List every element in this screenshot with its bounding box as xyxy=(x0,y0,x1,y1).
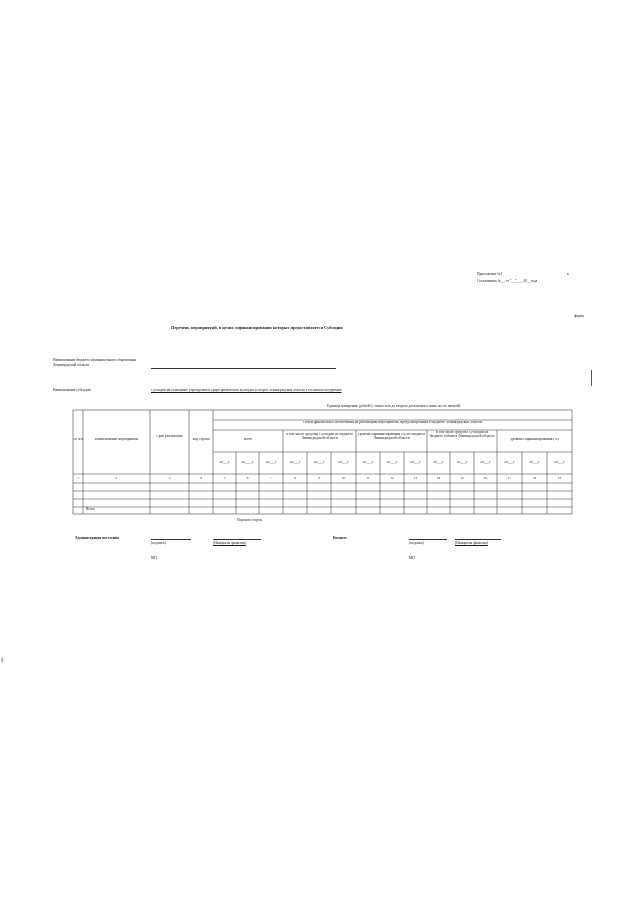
col-header-total: всего xyxy=(243,438,253,441)
appendix-mark: к xyxy=(567,272,569,276)
column-number: 19 xyxy=(557,477,562,480)
year-header: 20___г xyxy=(433,461,444,464)
left-signature-caption: (подпись) xyxy=(151,541,166,545)
margin-glyph: § xyxy=(1,658,4,663)
column-number: 15 xyxy=(460,477,464,480)
year-header: 20___г xyxy=(338,461,349,464)
col-header-incl-subsidy: в том числе средства Субсидии из бюджета Ленинградской области xyxy=(286,433,353,440)
column-number: 10 xyxy=(341,477,346,480)
column-number: 1 xyxy=(77,477,79,480)
year-header: 20___г xyxy=(554,461,565,464)
right-signature-line xyxy=(409,539,447,540)
margin-mark xyxy=(591,370,592,386)
col-header-incl-funds: в том числе средства Субсидии из бюджета субъекта Ленинградской области xyxy=(429,431,495,438)
column-number: 3 xyxy=(168,477,171,480)
year-header: 20___г xyxy=(265,461,277,464)
year-header: 20___г xyxy=(480,461,491,464)
appendix-line-1: Приложение №1 xyxy=(477,272,503,276)
column-number: 5 xyxy=(223,477,226,480)
column-number: 6 xyxy=(246,477,249,480)
right-name-line xyxy=(455,539,501,540)
left-signature-line xyxy=(151,539,191,540)
col-header-cofin-pct: уровень софинансирования (%) xyxy=(510,438,559,441)
year-header: 20___г xyxy=(456,461,468,464)
col-header-num: № п/п xyxy=(73,438,83,441)
column-number: 4 xyxy=(200,477,202,480)
subsidy-value: Субсидия на оснащение учреждений в сфере физической культуры и спорта Ленинградской области Российской Федерации xyxy=(151,389,342,392)
col-header-event: Наименование мероприятия xyxy=(94,438,139,441)
col-header-period: Срок реализации xyxy=(156,435,183,438)
column-number: 2 xyxy=(115,477,118,480)
column-number: 11 xyxy=(366,477,370,480)
municipality-value-line xyxy=(151,368,336,369)
year-header: 20___г xyxy=(313,461,325,464)
year-header: 20___г xyxy=(410,461,421,464)
signatures-heading: Подписи сторон xyxy=(237,518,262,522)
right-signature-caption: (подпись) xyxy=(409,541,424,545)
column-number: 7 xyxy=(270,477,272,480)
units-note: Единица измерения: рублей (с точностью до второго десятичного знака после запятой) xyxy=(327,404,461,408)
column-number: 16 xyxy=(483,477,488,480)
left-stamp-label: МП xyxy=(151,556,157,560)
year-header: 20___г xyxy=(386,461,398,464)
year-header: 20___г xyxy=(529,461,540,464)
left-name-caption: (Инициалы фамилия) xyxy=(213,541,246,545)
column-number: 17 xyxy=(507,477,512,480)
year-header: 20___г xyxy=(362,461,374,464)
column-number: 9 xyxy=(318,477,320,480)
subsidy-label: Наименование субсидии xyxy=(53,388,91,392)
total-row-label: Всего xyxy=(86,507,95,511)
right-stamp-label: МП xyxy=(409,556,415,560)
left-name-line xyxy=(213,539,261,540)
col-header-cofin-level: уровень софинансирования (%) из бюджета Ленинградской области xyxy=(358,433,425,440)
right-name-caption: (Инициалы фамилия) xyxy=(455,541,488,545)
col-header-group: Объем финансового обеспечения на реализацию мероприятий, предусмотренный в бюджете Ленинградской области xyxy=(302,421,482,424)
page-title: Перечень мероприятий, в целях софинансирования которых предоставляется Субсидия xyxy=(171,325,343,330)
year-header: 20___г xyxy=(504,461,515,464)
column-number: 13 xyxy=(413,477,418,480)
municipality-label: Наименование бюджета муниципального образования Ленинградской области xyxy=(53,358,137,368)
column-number: 18 xyxy=(532,477,537,480)
left-organization: Администрация поселения xyxy=(75,536,120,540)
year-header: 20___г xyxy=(289,461,301,464)
appendix-line-2: Соглашению №__ от "__"____20__года xyxy=(477,279,538,283)
year-header: 20___г xyxy=(219,461,230,464)
form-label: форма xyxy=(574,314,584,318)
year-header: 20____г xyxy=(241,461,254,464)
col-header-code: Код строки xyxy=(192,438,210,441)
right-organization: Комитет xyxy=(333,536,347,540)
column-number: 12 xyxy=(390,477,394,480)
column-number: 14 xyxy=(436,477,441,480)
column-number: 8 xyxy=(294,477,296,480)
